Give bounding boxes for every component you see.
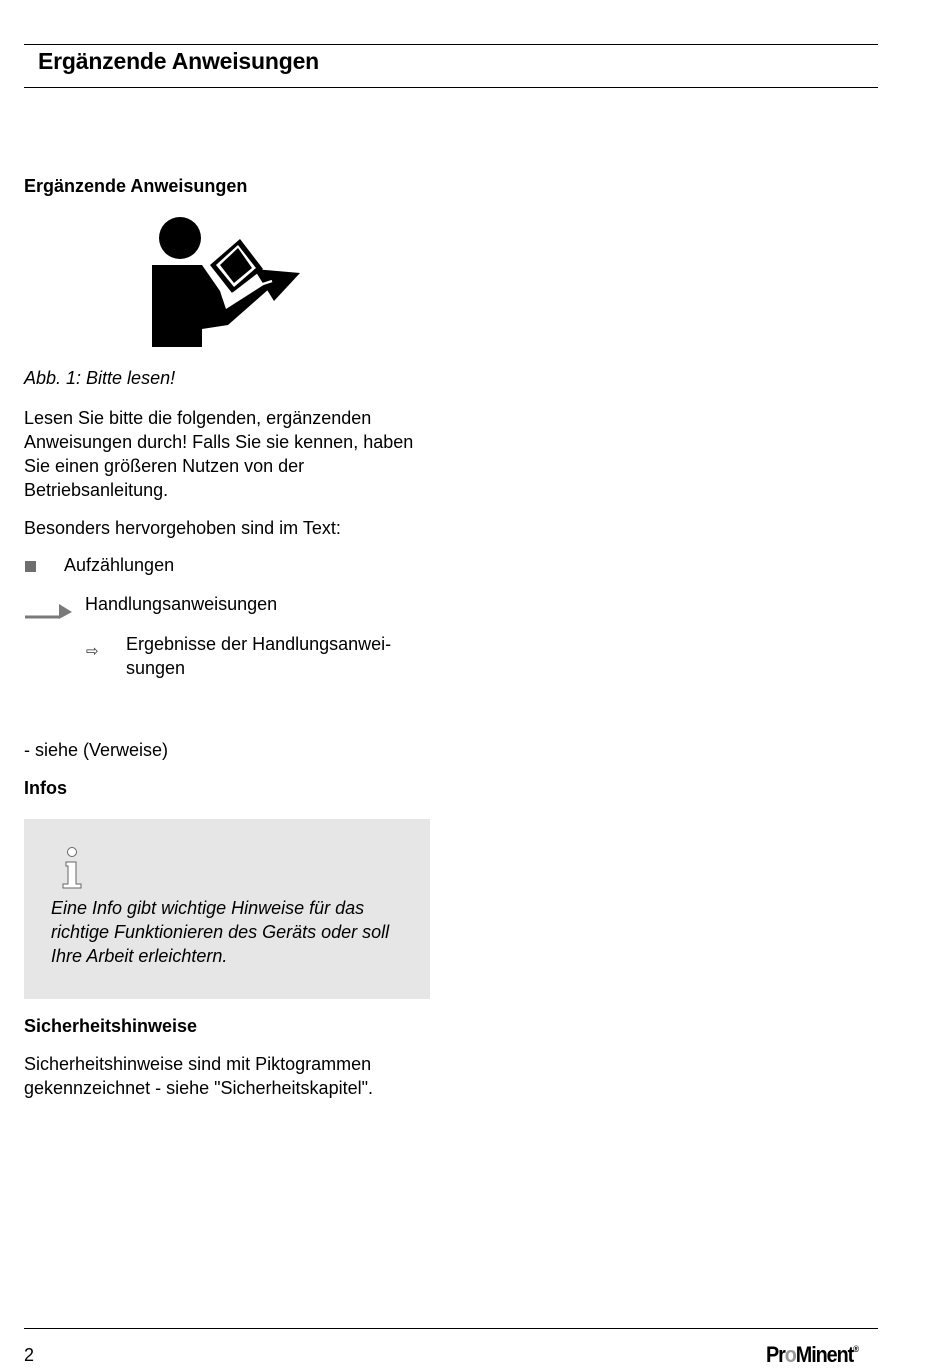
intro-paragraph: Lesen Sie bitte die folgenden, ergänzenden Anweisungen durch! Falls Sie sie kennen, haben Sie einen größeren Nutzen von der Betriebsanleitung. xyxy=(24,408,414,500)
logo-registered-mark: ® xyxy=(853,1344,860,1354)
bullet-square-icon xyxy=(25,561,36,572)
logo-text-pr: Pr xyxy=(766,1342,785,1367)
prominent-logo xyxy=(766,1342,859,1368)
reference-line: - siehe (Verweise) xyxy=(24,740,169,760)
footer-rule xyxy=(24,1328,878,1329)
reading-person-icon xyxy=(150,217,302,347)
list-item-result: Ergebnisse der Handlungsanwei-sungen xyxy=(126,634,392,678)
logo-text-o: o xyxy=(784,1342,796,1367)
safety-paragraph: Sicherheitshinweise sind mit Piktogrammen gekennzeichnet - siehe "Sicherheitskapitel". xyxy=(24,1054,373,1098)
section-heading: Ergänzende Anweisungen xyxy=(24,176,248,196)
list-item-bullet: Aufzählungen xyxy=(64,555,175,575)
infos-heading: Infos xyxy=(24,778,67,798)
result-arrow-icon: ⇨ xyxy=(86,643,99,660)
action-arrow-icon xyxy=(24,602,74,620)
list-item-action: Handlungsanweisungen xyxy=(85,594,278,614)
figure-caption: Abb. 1: Bitte lesen! xyxy=(24,368,176,388)
info-text: Eine Info gibt wichtige Hinweise für das richtige Funktionieren des Geräts oder soll Ihre Arbeit erleichtern. xyxy=(51,898,390,966)
safety-heading: Sicherheitshinweise xyxy=(24,1016,198,1036)
header-rule-bottom xyxy=(24,87,878,88)
page-title: Ergänzende Anweisungen xyxy=(38,48,320,74)
info-icon xyxy=(60,846,86,890)
page-number: 2 xyxy=(24,1345,35,1365)
logo-text-minent: Minent xyxy=(795,1342,854,1367)
emphasis-intro: Besonders hervorgehoben sind im Text: xyxy=(24,518,341,538)
header-rule-top xyxy=(24,44,878,45)
